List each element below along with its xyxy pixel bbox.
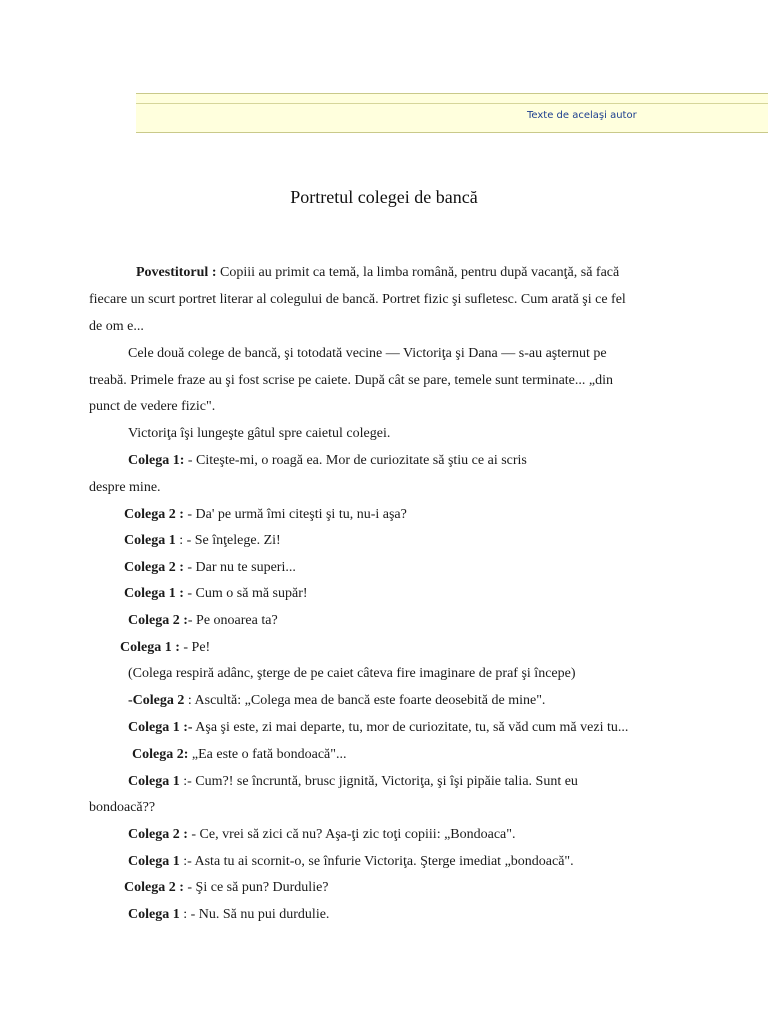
story-line <box>124 506 407 524</box>
line-text: :- Asta tu ai scornit-o, se înfurie Victoriţa. Şterge imediat „bondoacă". <box>179 854 574 869</box>
line-text: - Pe! <box>179 640 211 655</box>
bar-divider <box>136 103 768 104</box>
speaker-label: Colega 2 : <box>124 880 184 895</box>
line-text: despre mine. <box>89 480 161 495</box>
story-line <box>128 425 390 443</box>
story-line <box>128 612 278 630</box>
line-text: fiecare un scurt portret literar al colegului de bancă. Portret fizic şi sufletesc. Cum arată şi ce fel <box>89 292 626 307</box>
story-line <box>128 692 545 710</box>
line-text: bondoacă?? <box>89 800 156 815</box>
line-text: Aşa şi este, zi mai departe, tu, mor de curiozitate, tu, să văd cum mă vezi tu... <box>192 720 629 735</box>
story-line <box>128 452 527 470</box>
line-text: - Da' pe urmă îmi citeşti şi tu, nu-i aşa? <box>183 507 407 522</box>
line-text: - Citeşte-mi, o roagă ea. Mor de curiozitate să ştiu ce ai scris <box>184 453 527 468</box>
story-line <box>120 639 210 657</box>
story-line <box>128 906 329 924</box>
story-line <box>132 746 346 764</box>
line-text: (Colega respiră adânc, şterge de pe caiet câteva fire imaginare de praf şi începe) <box>128 666 576 681</box>
speaker-label: Colega 1 <box>124 533 176 548</box>
line-text: Victoriţa îşi lungeşte gâtul spre caietul colegei. <box>128 426 391 441</box>
story-line <box>124 532 281 550</box>
story-line <box>89 291 626 309</box>
page-title: Portretul colegei de bancă <box>290 187 478 207</box>
line-text: : Ascultă: „Colega mea de bancă este foarte deosebită de mine". <box>184 693 546 708</box>
story-line <box>124 559 296 577</box>
story-line <box>124 879 329 897</box>
line-text: - Pe onoarea ta? <box>187 613 278 628</box>
line-text: „Ea este o fată bondoacă"... <box>188 747 347 762</box>
story-line <box>128 665 576 683</box>
line-text: - Şi ce să pun? Durdulie? <box>183 880 329 895</box>
line-text: de om e... <box>89 319 144 334</box>
story-line <box>128 345 607 363</box>
line-text: : - Nu. Să nu pui durdulie. <box>179 907 330 922</box>
story-line <box>136 264 619 282</box>
story-line <box>128 719 628 737</box>
story-line <box>128 773 578 791</box>
line-text: punct de vedere fizic". <box>89 399 216 414</box>
speaker-label: Colega 1 :- <box>128 720 193 735</box>
speaker-label: Colega 1 <box>128 907 180 922</box>
speaker-label: Colega 1 : <box>124 586 184 601</box>
story-line <box>89 398 215 416</box>
line-text: treabă. Primele fraze au şi fost scrise pe caiete. După cât se pare, temele sunt terminate... „din <box>89 373 613 388</box>
story-line <box>89 479 161 497</box>
story-line <box>89 318 144 336</box>
speaker-label: Colega 2: <box>132 747 189 762</box>
speaker-label: Colega 2 : <box>124 507 184 522</box>
line-text: Cele două colege de bancă, şi totodată vecine — Victoriţa şi Dana — s-au aşternut pe <box>128 346 607 361</box>
speaker-label: Colega 1: <box>128 453 185 468</box>
speaker-label: -Colega 2 <box>128 693 185 708</box>
story-line <box>128 826 516 844</box>
line-text: - Dar nu te superi... <box>183 560 296 575</box>
speaker-label: Colega 1 <box>128 774 180 789</box>
author-texts-bar <box>136 93 768 133</box>
story-line <box>124 585 308 603</box>
speaker-label: Colega 2 : <box>124 560 184 575</box>
speaker-label: Colega 1 <box>128 854 180 869</box>
speaker-label: Povestitorul : <box>136 265 217 280</box>
speaker-label: Colega 2 : <box>128 827 188 842</box>
line-text: :- Cum?! se încruntă, brusc jignită, Victoriţa, şi îşi pipăie talia. Sunt eu <box>179 774 578 789</box>
line-text: : - Se înţelege. Zi! <box>175 533 281 548</box>
line-text: Copiii au primit ca temă, la limba română, pentru după vacanţă, să facă <box>216 265 620 280</box>
story-line <box>89 799 155 817</box>
line-text: - Ce, vrei să zici că nu? Aşa-ţi zic toţi copiii: „Bondoaca". <box>187 827 516 842</box>
story-line <box>89 372 613 390</box>
story-line <box>128 853 574 871</box>
same-author-texts-link[interactable]: Texte de acelaşi autor <box>527 110 637 121</box>
line-text: - Cum o să mă supăr! <box>183 586 308 601</box>
speaker-label: Colega 1 : <box>120 640 180 655</box>
speaker-label: Colega 2 : <box>128 613 188 628</box>
